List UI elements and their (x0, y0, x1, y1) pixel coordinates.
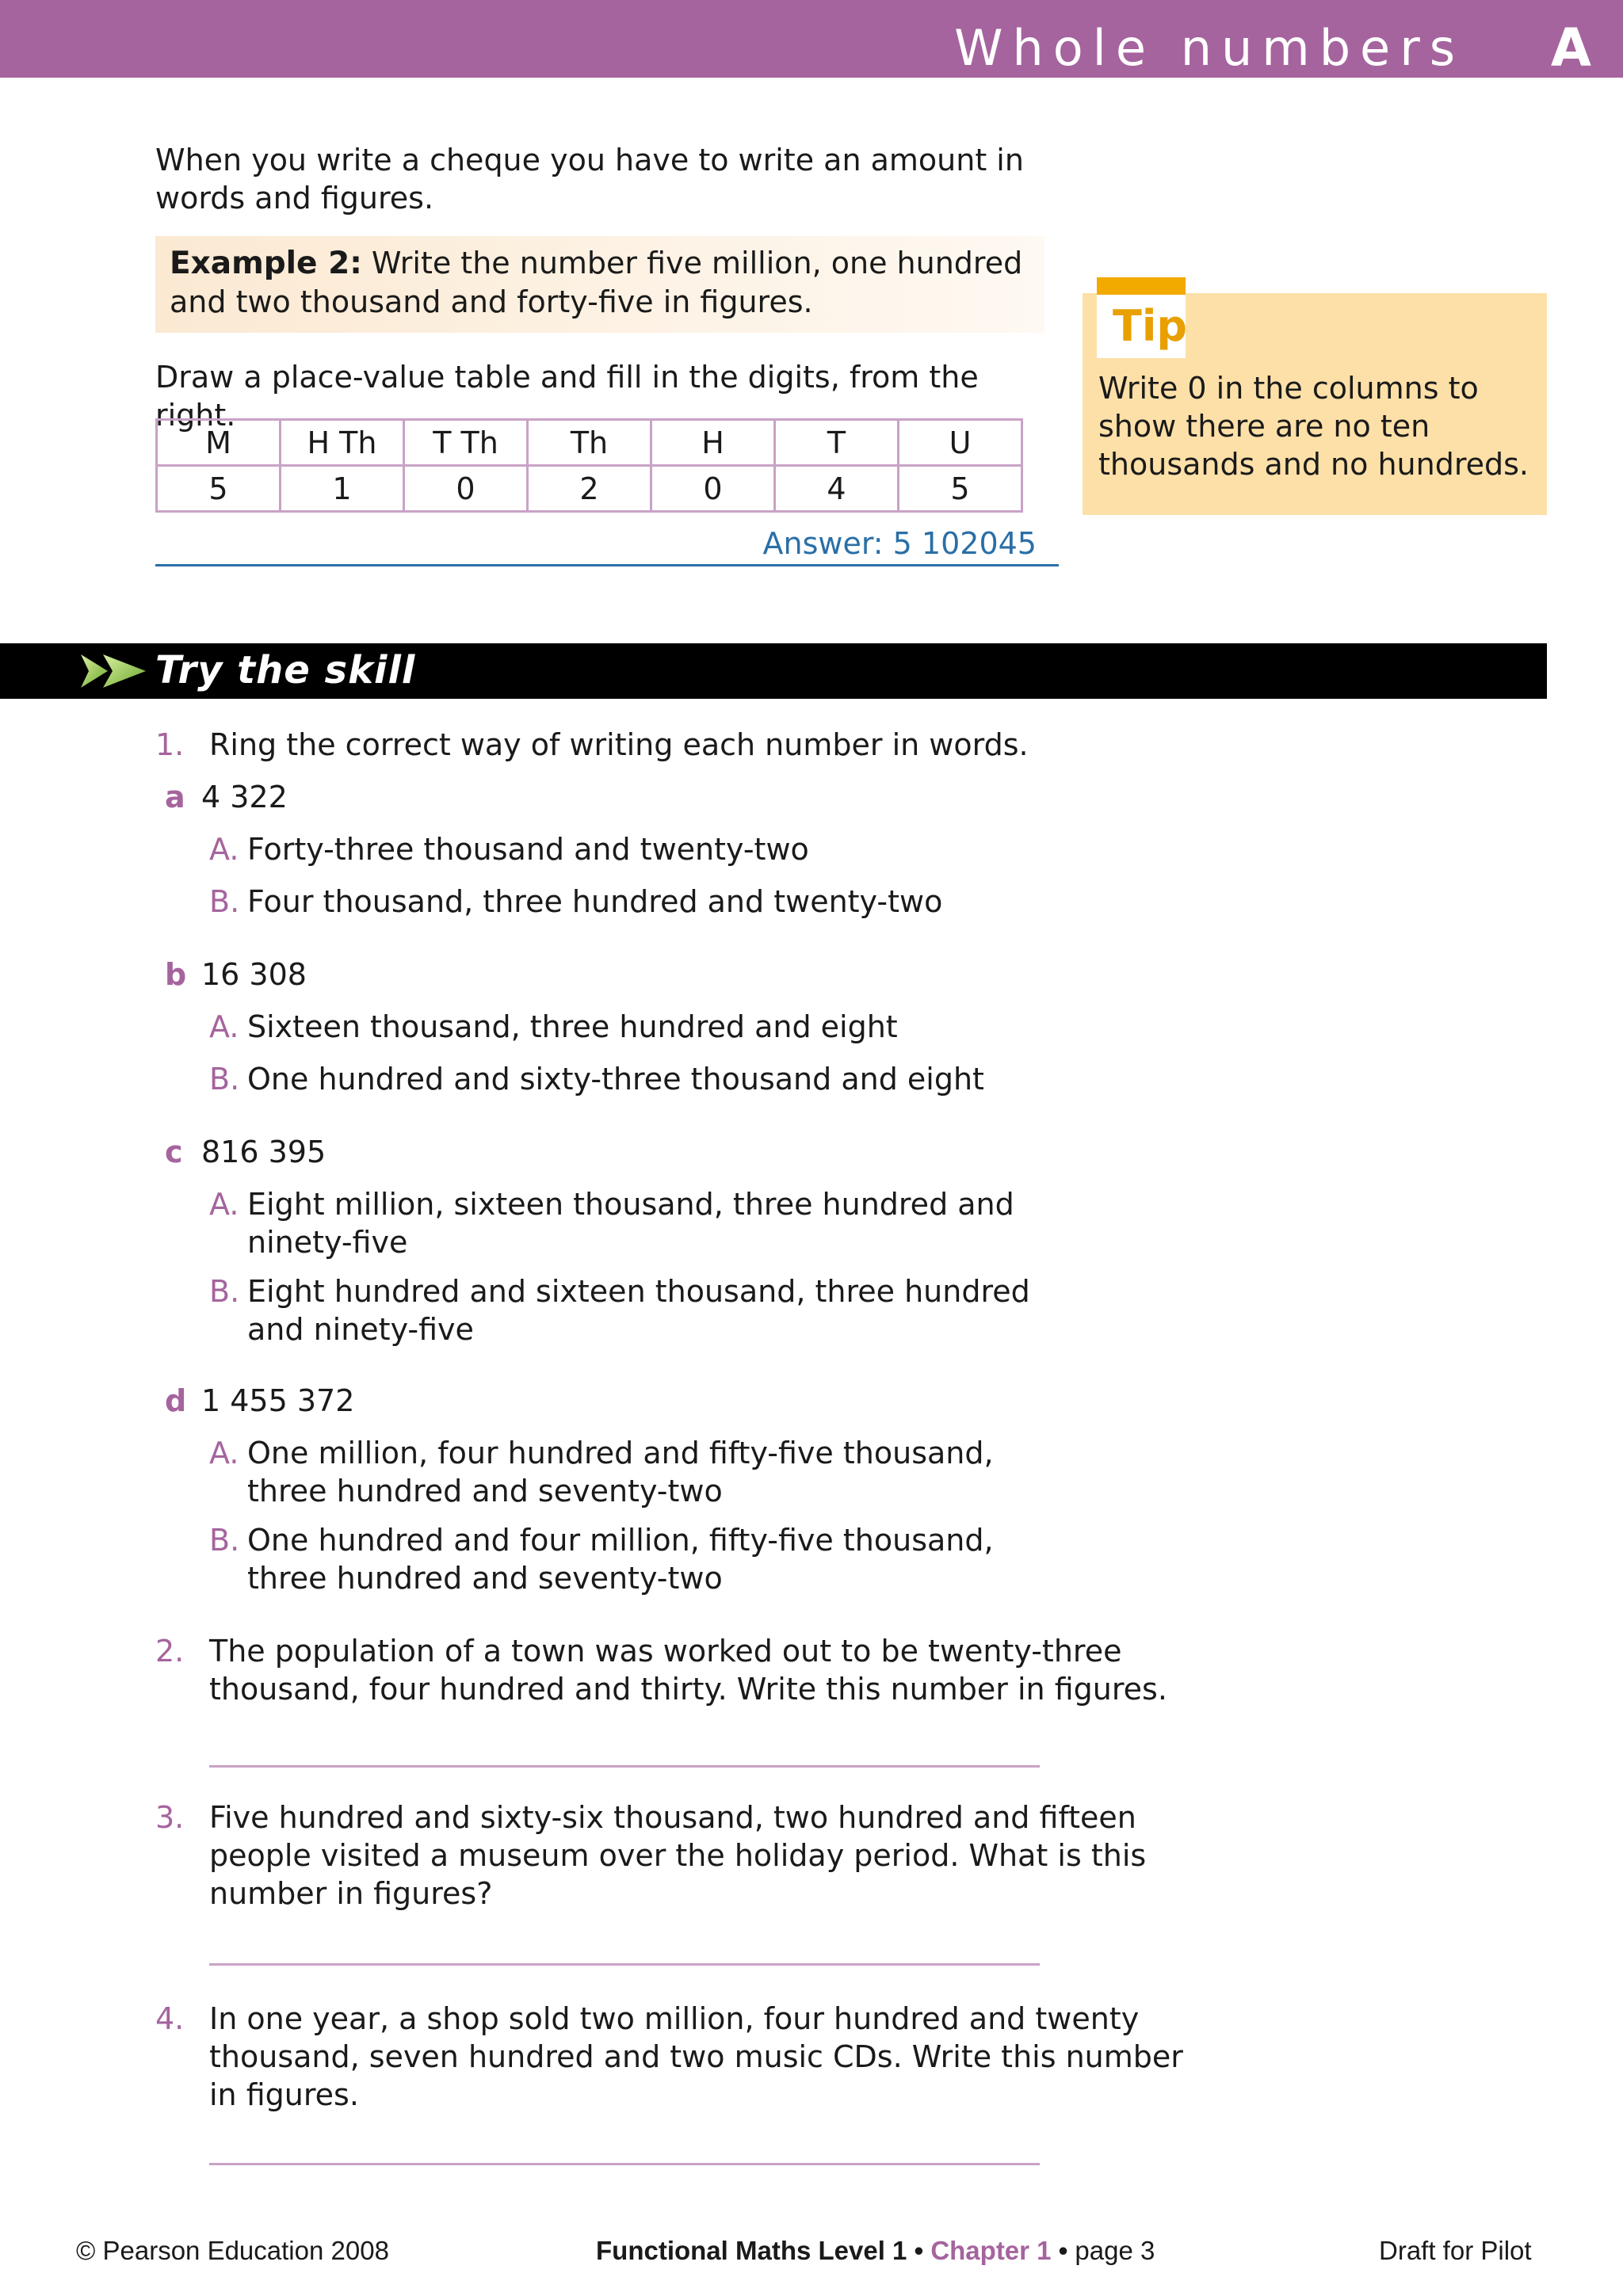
table-header-cell: T Th (404, 420, 528, 466)
table-header-cell: H (651, 420, 775, 466)
option-letter: A. (209, 832, 239, 867)
section-title: Try the skill (155, 648, 416, 692)
sub-letter: d (165, 1383, 187, 1418)
question-text: The population of a town was worked out to be twenty-three thousand, four hundred and thirty. Write this number in figures. (209, 1634, 1167, 1707)
page-title: Whole numbers (954, 19, 1465, 77)
option-text: Forty-three thousand and twenty-two (247, 832, 809, 867)
table-cell: 4 (775, 466, 899, 512)
example-box (155, 236, 1044, 333)
answer-line[interactable] (209, 1765, 1040, 1768)
answer-text: Answer: 5 102045 (762, 526, 1037, 561)
option-text: One hundred and four million, fifty-five thousand, three hundred and seventy-two (247, 1523, 994, 1596)
answer-line[interactable] (209, 2163, 1040, 2165)
place-value-table (155, 418, 1023, 513)
sub-number: 4 322 (201, 780, 288, 814)
table-header-row (157, 420, 1022, 466)
tip-label: Tip (1113, 301, 1187, 351)
section-header-bar (0, 643, 1547, 699)
option-text: Eight hundred and sixteen thousand, three hundred and ninety-five (247, 1274, 1030, 1347)
question-number: 2. (155, 1634, 185, 1669)
sub-letter: c (165, 1135, 183, 1169)
option-text: One million, four hundred and fifty-five thousand, three hundred and seventy-two (247, 1436, 994, 1508)
footer-separator: • (907, 2236, 931, 2265)
option-letter: B. (209, 1274, 240, 1309)
tip-text: Write 0 in the columns to show there are no ten thousands and no hundreds. (1098, 371, 1529, 482)
tip-badge-bar (1097, 277, 1186, 295)
option-letter: B. (209, 884, 240, 919)
double-arrow-icon (79, 650, 147, 692)
table-header-cell: Th (528, 420, 651, 466)
option-letter: B. (209, 1523, 240, 1558)
option-text: One hundred and sixty-three thousand and eight (247, 1062, 984, 1097)
table-header-cell: T (775, 420, 899, 466)
answer-rule (155, 526, 1059, 566)
option-letter: A. (209, 1436, 239, 1470)
sub-letter: b (165, 957, 187, 992)
table-row (157, 466, 1022, 512)
intro-paragraph: When you write a cheque you have to write an amount in words and figures. (155, 143, 1024, 215)
question-number: 4. (155, 2001, 185, 2036)
footer-page: page 3 (1075, 2236, 1155, 2265)
footer-chapter: Chapter 1 (930, 2236, 1052, 2265)
table-cell: 5 (157, 466, 281, 512)
question-number: 3. (155, 1800, 185, 1835)
option-text: Sixteen thousand, three hundred and eight (247, 1009, 898, 1044)
example-body: Write the number five million, one hundred and two thousand and forty-five in figures. (170, 246, 1023, 319)
footer-separator: • (1051, 2236, 1075, 2265)
footer-book: Functional Maths Level 1 (596, 2236, 907, 2265)
option-letter: A. (209, 1009, 239, 1044)
sub-number: 16 308 (201, 957, 307, 992)
example-text (170, 244, 1033, 321)
sub-letter: a (165, 780, 185, 814)
footer-status: Draft for Pilot (1379, 2236, 1532, 2265)
question-text: Ring the correct way of writing each number in words. (209, 727, 1029, 762)
option-text: Eight million, sixteen thousand, three hundred and ninety-five (247, 1187, 1014, 1260)
table-cell: 0 (651, 466, 775, 512)
footer-center (596, 2236, 1155, 2266)
footer-copyright: © Pearson Education 2008 (76, 2236, 389, 2265)
tip-badge (1097, 295, 1186, 358)
example-label: Example 2: (170, 246, 362, 281)
table-header-cell: M (157, 420, 281, 466)
table-cell: 1 (281, 466, 404, 512)
option-letter: A. (209, 1187, 239, 1222)
question-text: In one year, a shop sold two million, four hundred and twenty thousand, seven hundred and two music CDs. Write this number in figures. (209, 2001, 1183, 2112)
table-cell: 5 (899, 466, 1022, 512)
table-header-cell: U (899, 420, 1022, 466)
option-letter: B. (209, 1062, 240, 1097)
section-letter: A (1550, 17, 1591, 78)
sub-number: 1 455 372 (201, 1383, 355, 1418)
table-header-cell: H Th (281, 420, 404, 466)
option-text: Four thousand, three hundred and twenty-two (247, 884, 943, 919)
answer-line[interactable] (209, 1963, 1040, 1966)
table-cell: 0 (404, 466, 528, 512)
table-cell: 2 (528, 466, 651, 512)
question-number: 1. (155, 727, 185, 762)
question-text: Five hundred and sixty-six thousand, two hundred and fifteen people visited a museum over the holiday period. What is this number in figures? (209, 1800, 1147, 1911)
draw-instruction: Draw a place-value table and fill in the digits, from the right. (155, 360, 979, 433)
sub-number: 816 395 (201, 1135, 327, 1169)
